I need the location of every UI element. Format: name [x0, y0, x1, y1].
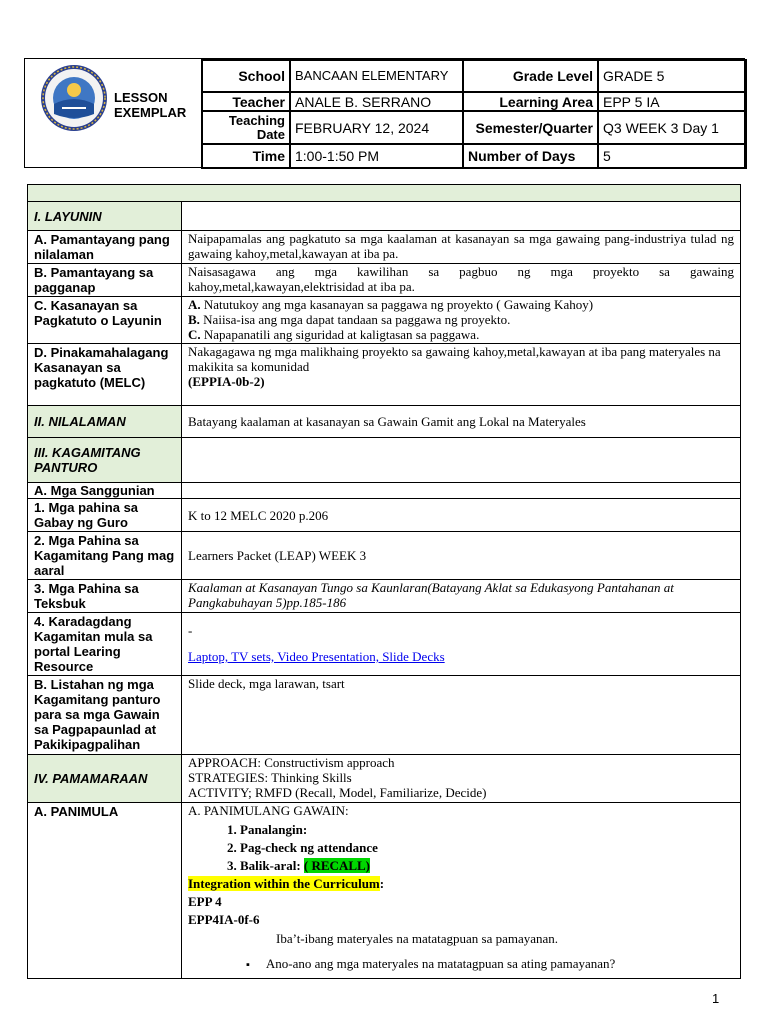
karagdagang-content: [182, 613, 741, 676]
page-number: 1: [712, 991, 720, 1006]
number-of-days-label: Number of Days: [463, 144, 598, 168]
pamantayang-pagganap-label: B. Pamantayang sa pagganap: [28, 264, 182, 297]
question-item: ▪ Ano-ano ang mga materyales na matatagpuan sa ating pamayanan?: [246, 956, 734, 973]
question-list: [188, 956, 734, 973]
teaching-date-label: Teaching Date: [202, 111, 290, 144]
semester-quarter-label: Semester/Quarter: [463, 111, 598, 144]
kagamitang-panturo-heading: III. KAGAMITANG PANTURO: [28, 438, 182, 483]
panimula-label: A. PANIMULA: [28, 803, 182, 979]
kasanayan-item-c: C. Napapanatili ang siguridad at kaligtasan sa paggawa.: [188, 327, 480, 342]
nilalaman-text: Batayang kaalaman at kasanayan sa Gawain Gamit ang Lokal na Materyales: [182, 406, 741, 438]
step-panalangin: 1. Panalangin:: [240, 822, 734, 837]
materyales-text: Iba’t-ibang materyales na matatagpuan sa pamayanan.: [276, 931, 559, 946]
table-top-band: [28, 185, 741, 202]
panimula-content: [182, 803, 741, 979]
teacher-value: ANALE B. SERRANO: [290, 92, 463, 111]
kasanayan-list: [182, 297, 741, 344]
karagdagang-label: 4. Karadagdang Kagamitan mula sa portal Learing Resource: [28, 613, 182, 676]
gabay-label: 1. Mga pahina sa Gabay ng Guro: [28, 499, 182, 532]
listahan-text: Slide deck, mga larawan, tsart: [182, 676, 741, 755]
time-label: Time: [202, 144, 290, 168]
grade-level-value: GRADE 5: [598, 60, 746, 92]
sanggunian-label: A. Mga Sanggunian: [28, 483, 182, 499]
resources-link[interactable]: Laptop, TV sets, Video Presentation, Slide Decks: [188, 649, 445, 664]
panimulang-gawain-heading: A. PANIMULANG GAWAIN:: [188, 803, 349, 818]
gabay-text: K to 12 MELC 2020 p.206: [182, 499, 741, 532]
lesson-exemplar-title: [114, 90, 186, 120]
school-seal-icon: [40, 64, 108, 132]
kasanayan-label: C. Kasanayan sa Pagkatuto o Layunin: [28, 297, 182, 344]
learning-area-value: EPP 5 IA: [598, 92, 746, 111]
teaching-date-value: FEBRUARY 12, 2024: [290, 111, 463, 144]
pamamaraan-content: [182, 755, 741, 803]
title-line-2: EXEMPLAR: [114, 105, 187, 120]
step-attendance: 2. Pag-check ng attendance: [240, 840, 734, 855]
header-info-table: [201, 59, 747, 169]
school-label: School: [202, 60, 290, 92]
kagamitang-pang-text: Learners Packet (LEAP) WEEK 3: [182, 532, 741, 580]
sanggunian-content: [182, 483, 741, 499]
title-line-1: LESSON: [114, 90, 168, 105]
integration-line: Integration within the Curriculum:: [188, 876, 385, 891]
melc-content: [182, 344, 741, 406]
melc-text: Nakagagawa ng mga malikhaing proyekto sa gawaing kahoy,metal,kawayan at iba pang materyales na makikita sa komunidad: [188, 344, 721, 374]
activity-text: ACTIVITY; RMFD (Recall, Model, Familiarize, Decide): [188, 785, 487, 800]
semester-quarter-value: Q3 WEEK 3 Day 1: [598, 111, 746, 144]
pamantayang-pagganap-text: Naisasagawa ang mga kawilihan sa pagbuo ng mga proyekto sa gawaing kahoy,metal,kawayan,elektrisidad at iba pa.: [182, 264, 741, 297]
kagamitang-panturo-content: [182, 438, 741, 483]
kasanayan-item-a: A. Natutukoy ang mga kasanayan sa paggawa ng proyekto ( Gawaing Kahoy): [188, 297, 594, 312]
lesson-plan-table: [27, 184, 741, 979]
layunin-content: [182, 202, 741, 231]
recall-badge: ( RECALL): [303, 858, 371, 873]
grade-level-label: Grade Level: [463, 60, 598, 92]
listahan-label: B. Listahan ng mga Kagamitang panturo para sa mga Gawain sa Pagpapaunlad at Pakikipagpalihan: [28, 676, 182, 755]
teksbuk-label: 3. Mga Pahina sa Teksbuk: [28, 580, 182, 613]
epp-code: EPP4IA-0f-6: [188, 912, 260, 927]
number-of-days-value: 5: [598, 144, 746, 168]
kasanayan-item-b: B. Naiisa-isa ang mga dapat tandaan sa paggawa ng proyekto.: [188, 312, 511, 327]
layunin-heading: I. LAYUNIN: [28, 202, 182, 231]
teacher-label: Teacher: [202, 92, 290, 111]
panimula-steps: [188, 822, 734, 873]
teksbuk-text: Kaalaman at Kasanayan Tungo sa Kaunlaran(Batayang Aklat sa Edukasyong Pantahanan at Pangkabuhayan 5)pp.185-186: [182, 580, 741, 613]
melc-label: D. Pinakamahalagang Kasanayan sa pagkatuto (MELC): [28, 344, 182, 406]
time-value: 1:00-1:50 PM: [290, 144, 463, 168]
school-value: BANCAAN ELEMENTARY: [290, 60, 463, 92]
nilalaman-heading: II. NILALAMAN: [28, 406, 182, 438]
integration-label: Integration within the Curriculum: [188, 876, 380, 891]
pamantayang-nilalaman-label: A. Pamantayang pang nilalaman: [28, 231, 182, 264]
step-balik-aral: 3. Balik-aral: ( RECALL): [240, 858, 734, 873]
strategies-text: STRATEGIES: Thinking Skills: [188, 770, 352, 785]
kagamitang-pang-label: 2. Mga Pahina sa Kagamitang Pang mag aaral: [28, 532, 182, 580]
pamamaraan-heading: IV. PAMAMARAAN: [28, 755, 182, 803]
learning-area-label: Learning Area: [463, 92, 598, 111]
approach-text: APPROACH: Constructivism approach: [188, 755, 395, 770]
karagdagang-dash: -: [188, 623, 193, 638]
epp4-text: EPP 4: [188, 894, 222, 909]
melc-code: (EPPIA-0b-2): [188, 374, 265, 389]
pamantayang-nilalaman-text: Naipapamalas ang pagkatuto sa mga kaalaman at kasanayan sa mga gawaing pang-industriya tulad ng gawaing kahoy,metal,kawayan at iba pa.: [182, 231, 741, 264]
